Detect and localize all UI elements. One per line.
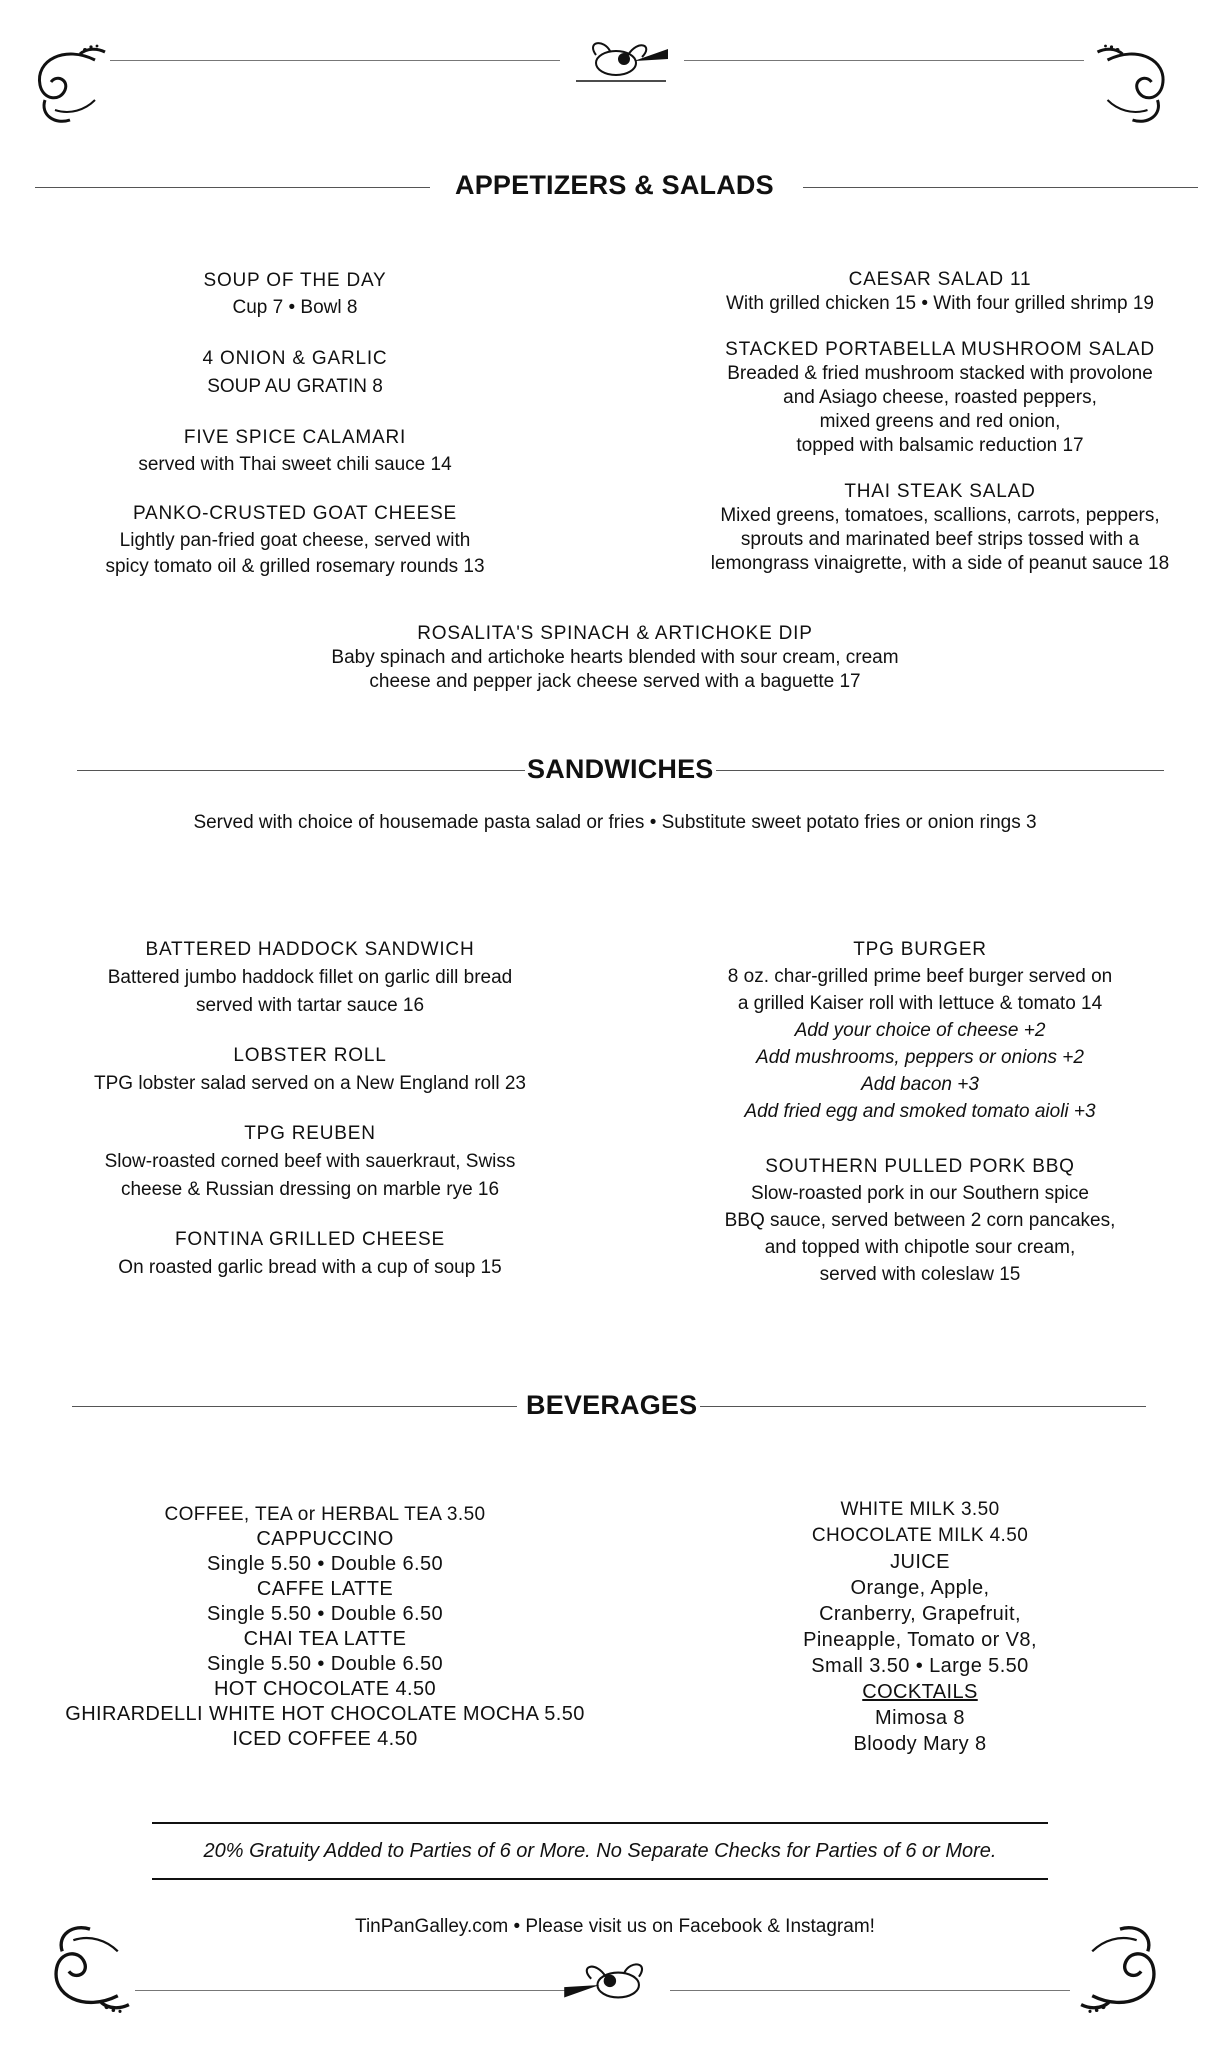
gratuity-rule-bottom [152,1878,1048,1880]
menu-item: LOBSTER ROLL TPG lobster salad served on a New England roll 23 [94,1045,526,1094]
top-rule-left [110,60,560,61]
menu-item: BATTERED HADDOCK SANDWICH Battered jumbo haddock fillet on garlic dill bread served with tartar sauce 16 [107,939,513,1016]
flourish-top-left-icon [25,40,115,130]
beverage-line: ICED COFFEE 4.50 [232,1728,418,1750]
appetizer-center-item: ROSALITA'S SPINACH & ARTICHOKE DIP Baby spinach and artichoke hearts blended with sour cream, cream cheese and pepper jack cheese served with a baguette 17 [331,623,899,692]
menu-item: CAESAR SALAD 11 With grilled chicken 15 • With four grilled shrimp 19 [726,269,1154,314]
beverage-line: GHIRARDELLI WHITE HOT CHOCOLATE MOCHA 5.50 [65,1703,585,1725]
beverage-line: Single 5.50 • Double 6.50 [206,1653,444,1675]
beverage-line: Single 5.50 • Double 6.50 [206,1553,444,1575]
menu-item: TPG BURGER 8 oz. char-grilled prime beef burger served on a grilled Kaiser roll with lettuce & tomato 14 Add your choice of cheese +2 Add mushrooms, peppers or onions +2 Add bacon +3 Add fried egg and smoked tomato aioli +3 [660,936,1180,1125]
beverage-line: Bloody Mary 8 [853,1733,987,1755]
sandwiches-rule-left [77,770,525,771]
beverage-line: CHOCOLATE MILK 4.50 [811,1525,1029,1546]
bottom-rule-left [135,1990,565,1991]
beverage-line: JUICE [890,1551,950,1573]
sandwiches-right-column [660,936,1180,1310]
beverage-line: Cranberry, Grapefruit, [819,1603,1021,1625]
menu-item: THAI STEAK SALAD Mixed greens, tomatoes, scallions, carrots, peppers, sprouts and marinated beef strips tossed with a lemongrass vinaigrette, with a side of peanut sauce 18 [710,481,1170,574]
beverage-line: HOT CHOCOLATE 4.50 [213,1678,437,1700]
beverages-rule-right [700,1406,1146,1407]
addon: Add your choice of cheese +2 [794,1020,1046,1041]
menu-item: 4 ONION & GARLIC SOUP AU GRATIN 8 [202,348,388,397]
appetizers-rule-left [35,187,430,188]
sandwiches-rule-right [716,770,1164,771]
sandwich-note: Served with choice of housemade pasta salad or fries • Substitute sweet potato fries or onion rings 3 [193,812,1037,833]
cocktails-heading: COCKTAILS [862,1681,978,1703]
bottom-rule-right [670,1990,1070,1991]
beverage-line: Orange, Apple, [850,1577,990,1599]
addon: Add mushrooms, peppers or onions +2 [756,1047,1084,1068]
appetizers-right-column [670,268,1210,598]
beverages-rule-left [72,1406,517,1407]
beverage-line: WHITE MILK 3.50 [840,1499,1000,1520]
top-rule-right [684,60,1084,61]
section-title-appetizers: APPETIZERS & SALADS [455,170,774,200]
menu-item: STACKED PORTABELLA MUSHROOM SALAD Breaded & fried mushroom stacked with provolone and Asiago cheese, roasted peppers, mixed greens and red onion, topped with balsamic reduction 17 [725,339,1155,456]
section-title-sandwiches: SANDWICHES [527,754,714,784]
beverage-line: CAPPUCCINO [256,1528,394,1550]
gratuity-note: 20% Gratuity Added to Parties of 6 or More. No Separate Checks for Parties of 6 or More. [203,1840,997,1862]
flourish-bottom-right-icon [1070,1918,1170,2018]
beverages-left-column [40,1502,610,1752]
beverage-line: Small 3.50 • Large 5.50 [811,1655,1029,1677]
menu-item: SOUTHERN PULLED PORK BBQ Slow-roasted pork in our Southern spice BBQ sauce, served between 2 corn pancakes, and topped with chipotle sour cream, served with coleslaw 15 [724,1156,1116,1285]
menu-item: PANKO-CRUSTED GOAT CHEESE Lightly pan-fried goat cheese, served with spicy tomato oil & grilled rosemary rounds 13 [105,503,485,577]
beverage-line: COFFEE, TEA or HERBAL TEA 3.50 [164,1504,486,1525]
beverage-line: CAFFE LATTE [256,1578,394,1600]
angel-trumpet-bottom-icon [558,1955,668,2015]
flourish-top-right-icon [1085,40,1180,130]
flourish-bottom-left-icon [40,1918,140,2018]
beverage-line: Single 5.50 • Double 6.50 [206,1603,444,1625]
appetizers-left-column [60,268,530,602]
appetizers-rule-right [803,187,1198,188]
beverages-right-column [720,1497,1120,1757]
footer-text: TinPanGalley.com • Please visit us on Facebook & Instagram! [355,1916,875,1937]
menu-item: TPG REUBEN Slow-roasted corned beef with sauerkraut, Swiss cheese & Russian dressing on marble rye 16 [104,1123,516,1200]
section-title-beverages: BEVERAGES [526,1390,698,1420]
sandwiches-left-column [50,936,570,1304]
angel-trumpet-icon [568,35,674,87]
addon: Add bacon +3 [861,1074,979,1095]
menu-item: FONTINA GRILLED CHEESE On roasted garlic bread with a cup of soup 15 [118,1229,502,1278]
beverage-line: Mimosa 8 [875,1707,965,1729]
menu-item: FIVE SPICE CALAMARI served with Thai sweet chili sauce 14 [138,427,452,475]
beverage-line: Pineapple, Tomato or V8, [803,1629,1037,1651]
addon: Add fried egg and smoked tomato aioli +3 [744,1101,1096,1122]
beverage-line: CHAI TEA LATTE [243,1628,407,1650]
menu-item: SOUP OF THE DAY Cup 7 • Bowl 8 [203,270,387,318]
gratuity-rule-top [152,1822,1048,1824]
